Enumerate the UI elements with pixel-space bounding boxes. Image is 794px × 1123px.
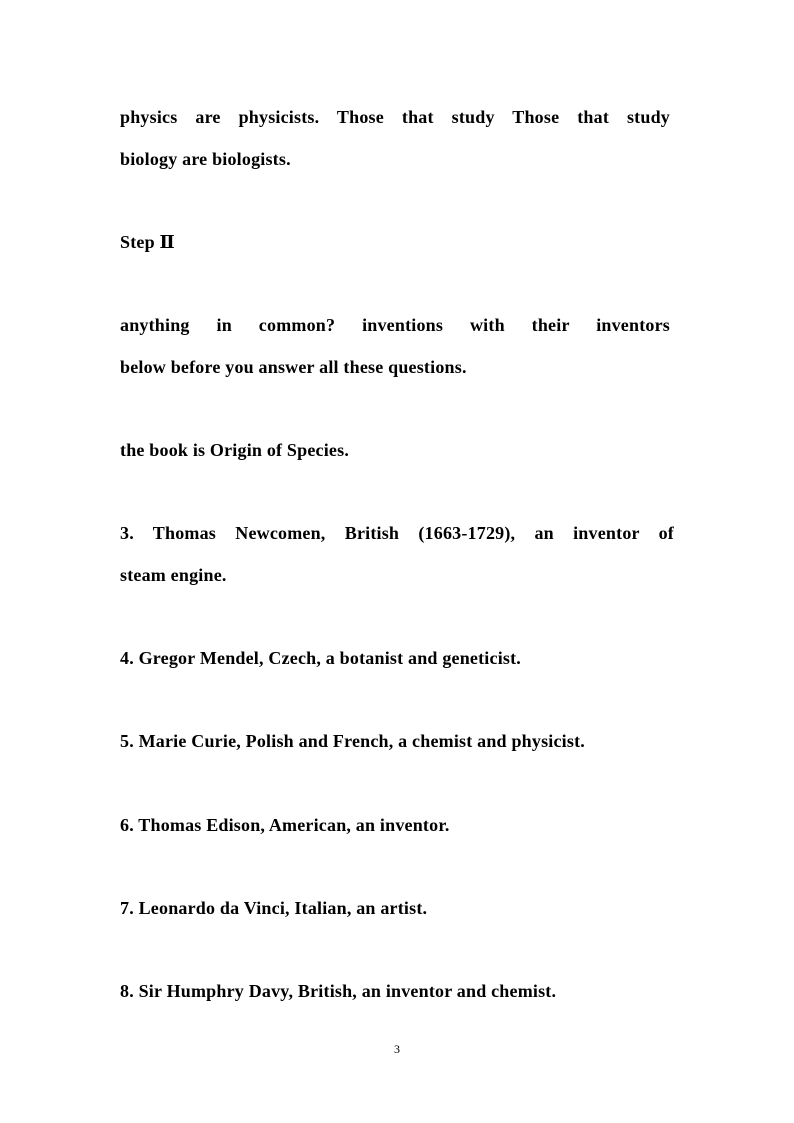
step-heading — [120, 221, 670, 263]
text-line: Step Ⅱ — [120, 232, 175, 252]
text-line: 8. Sir Humphry Davy, British, an inventor and chemist. — [120, 981, 557, 1001]
list-item-curie — [120, 720, 670, 762]
text-line: 3. Thomas Newcomen, British (1663-1729), an inventor of — [120, 523, 674, 543]
list-item-da-vinci — [120, 887, 670, 929]
text-line: physics are physicists. Those that study Those that study — [120, 107, 670, 127]
page-number: 3 — [394, 1042, 400, 1056]
text-line: 5. Marie Curie, Polish and French, a chemist and physicist. — [120, 731, 585, 751]
text-line: below before you answer all these questions. — [120, 357, 467, 377]
paragraph-physicists — [120, 96, 670, 180]
list-item-mendel — [120, 637, 670, 679]
paragraph-inventions — [120, 304, 670, 388]
text-line: 4. Gregor Mendel, Czech, a botanist and geneticist. — [120, 648, 521, 668]
text-line: 7. Leonardo da Vinci, Italian, an artist. — [120, 898, 428, 918]
text-line: biology are biologists. — [120, 149, 291, 169]
text-line: the book is Origin of Species. — [120, 440, 350, 460]
list-item-davy — [120, 970, 670, 1012]
list-item-newcomen — [120, 512, 674, 596]
list-item-edison — [120, 804, 670, 846]
text-line: anything in common? inventions with their inventors — [120, 315, 670, 335]
text-line: 6. Thomas Edison, American, an inventor. — [120, 815, 450, 835]
text-line: steam engine. — [120, 565, 227, 585]
paragraph-origin-of-species — [120, 429, 670, 471]
